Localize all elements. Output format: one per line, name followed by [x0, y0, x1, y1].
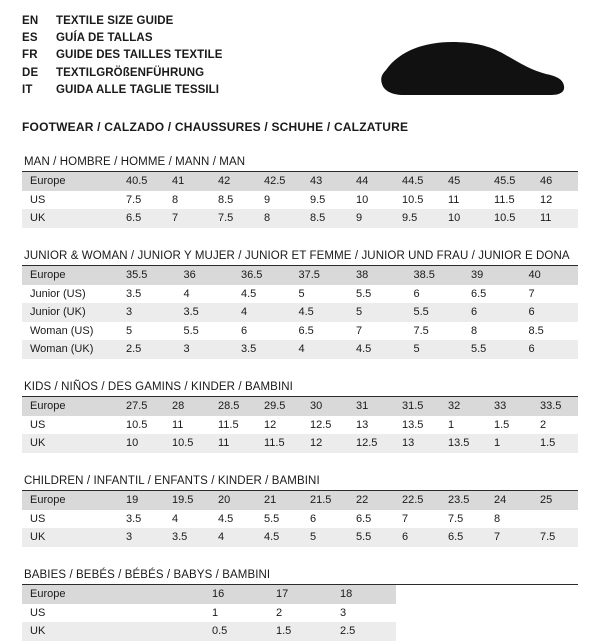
size-cell: 8.5: [528, 324, 544, 337]
size-cell: 38: [348, 266, 406, 285]
size-cell: 1.5: [532, 434, 578, 453]
size-cell: 3: [118, 303, 176, 322]
table-row: [22, 416, 578, 435]
size-cell: 4.5: [218, 512, 234, 525]
size-cell: 6: [394, 528, 440, 547]
size-block: [22, 569, 578, 641]
size-cell: 41: [164, 172, 210, 191]
size-cell: 6.5: [356, 512, 372, 525]
size-cell: 2.5: [332, 622, 396, 641]
size-cell: 6.5: [471, 287, 487, 300]
size-cell: 8: [256, 209, 302, 228]
size-cell: 2.5: [118, 340, 176, 359]
size-cell: 22.5: [394, 491, 440, 510]
size-cell: 11: [210, 434, 256, 453]
size-cell: 3.5: [126, 512, 142, 525]
size-cell: 6: [241, 324, 248, 337]
size-cell: 5: [348, 303, 406, 322]
size-block: [22, 250, 578, 359]
size-cell: 7.5: [210, 209, 256, 228]
size-cell: 7.5: [126, 193, 142, 206]
table-row: [22, 266, 578, 285]
language-code: ES: [22, 32, 38, 45]
size-cell: 45: [440, 172, 486, 191]
size-cell: 45.5: [486, 172, 532, 191]
size-cell: 5.5: [356, 287, 372, 300]
size-cell: 16: [204, 585, 268, 604]
category-title: FOOTWEAR / CALZADO / CHAUSSURES / SCHUHE / CALZATURE: [22, 120, 409, 134]
size-cell: 23.5: [440, 491, 486, 510]
size-cell: 7: [486, 528, 532, 547]
row-label: UK: [22, 434, 118, 453]
size-blocks: [22, 156, 578, 641]
size-cell: 6.5: [440, 528, 486, 547]
language-code: IT: [22, 83, 33, 96]
size-cell: 3.5: [164, 528, 210, 547]
size-cell: 12: [540, 193, 553, 206]
size-cell: 11: [172, 418, 184, 431]
size-cell: 38.5: [406, 266, 464, 285]
language-title: GUÍA DE TALLAS: [56, 32, 153, 45]
size-cell: 7: [528, 287, 535, 300]
size-cell: 6: [310, 512, 317, 525]
size-cell: [532, 510, 578, 529]
size-cell: 5.5: [463, 340, 521, 359]
size-cell: 17: [268, 585, 332, 604]
language-title-list: [22, 14, 223, 100]
size-cell: 36: [176, 266, 234, 285]
size-cell: 6: [413, 287, 420, 300]
row-label: US: [30, 512, 46, 525]
language-title: GUIDA ALLE TAGLIE TESSILI: [56, 83, 220, 96]
size-cell: 21.5: [302, 491, 348, 510]
size-cell: 30: [302, 397, 348, 416]
size-cell: 4: [233, 303, 291, 322]
size-cell: 8: [471, 324, 478, 337]
size-cell: 6: [463, 303, 521, 322]
size-cell: 6: [521, 303, 579, 322]
size-cell: 5.5: [264, 512, 280, 525]
size-cell: 31.5: [394, 397, 440, 416]
row-label: Europe: [22, 585, 204, 604]
size-cell: 11: [532, 209, 578, 228]
size-cell: 7: [164, 209, 210, 228]
size-cell: 43: [302, 172, 348, 191]
size-cell: 8.5: [218, 193, 234, 206]
spacer-cell: [396, 622, 578, 641]
size-cell: 40: [521, 266, 579, 285]
size-cell: 4.5: [291, 303, 349, 322]
size-cell: 27.5: [118, 397, 164, 416]
dress-shoe-icon: [378, 36, 568, 106]
table-row: [22, 510, 578, 529]
size-cell: 10: [118, 434, 164, 453]
size-cell: 31: [348, 397, 394, 416]
size-cell: 19.5: [164, 491, 210, 510]
language-code: FR: [22, 49, 38, 62]
language-title: TEXTILE SIZE GUIDE: [56, 15, 174, 27]
row-label: UK: [22, 622, 204, 641]
size-cell: 10.5: [126, 418, 148, 431]
size-cell: 3: [340, 606, 347, 619]
size-cell: 20: [210, 491, 256, 510]
row-label: Woman (UK): [22, 340, 118, 359]
size-cell: 3: [118, 528, 164, 547]
size-cell: 10: [440, 209, 486, 228]
size-cell: 3: [176, 340, 234, 359]
size-cell: 22: [348, 491, 394, 510]
size-cell: 5.5: [348, 528, 394, 547]
size-cell: 4: [172, 512, 179, 525]
language-title: TEXTILGRÖßENFÜHRUNG: [56, 66, 205, 79]
size-cell: 10: [356, 193, 369, 206]
size-table: [22, 172, 578, 228]
size-cell: 8: [172, 193, 179, 206]
size-cell: 7.5: [413, 324, 429, 337]
size-cell: 13: [356, 418, 369, 431]
table-row: [22, 340, 578, 359]
size-cell: 11.5: [218, 418, 239, 431]
row-label: US: [30, 606, 46, 619]
row-label: Woman (US): [30, 324, 94, 337]
size-cell: 10.5: [164, 434, 210, 453]
table-row: [22, 434, 578, 453]
language-row: [22, 48, 223, 65]
size-cell: 13: [394, 434, 440, 453]
size-cell: 39: [463, 266, 521, 285]
language-row: [22, 31, 223, 48]
row-label: Europe: [22, 491, 118, 510]
row-label: Europe: [22, 397, 118, 416]
size-cell: 13.5: [440, 434, 486, 453]
size-block-title: CHILDREN / INFANTIL / ENFANTS / KINDER / BAMBINI: [24, 475, 320, 488]
size-cell: 4.5: [241, 287, 257, 300]
size-cell: 5.5: [406, 303, 464, 322]
table-row: [22, 191, 578, 210]
size-cell: 3.5: [126, 287, 142, 300]
language-code: EN: [22, 15, 39, 27]
size-cell: 28: [164, 397, 210, 416]
size-cell: 7.5: [532, 528, 578, 547]
size-block: [22, 381, 578, 453]
language-row: [22, 14, 223, 31]
table-row: [22, 622, 578, 641]
spacer-cell: [396, 585, 578, 604]
size-cell: 3.5: [176, 303, 234, 322]
size-cell: 6.5: [118, 209, 164, 228]
size-cell: 13.5: [402, 418, 424, 431]
spacer-cell: [396, 604, 578, 623]
size-cell: 6.5: [298, 324, 314, 337]
size-cell: 12: [302, 434, 348, 453]
table-row: [22, 285, 578, 304]
size-cell: 7: [356, 324, 363, 337]
size-cell: 10.5: [486, 209, 532, 228]
size-cell: 4: [183, 287, 190, 300]
table-row: [22, 209, 578, 228]
size-cell: 9: [264, 193, 271, 206]
size-cell: 12.5: [348, 434, 394, 453]
size-cell: 5: [126, 324, 133, 337]
size-table: [22, 491, 578, 547]
size-cell: 5: [406, 340, 464, 359]
size-cell: 9: [348, 209, 394, 228]
size-cell: 2: [276, 606, 283, 619]
size-cell: 37.5: [291, 266, 349, 285]
table-row: [22, 585, 578, 604]
size-cell: 4.5: [256, 528, 302, 547]
row-label: US: [30, 193, 46, 206]
size-cell: 5.5: [183, 324, 199, 337]
size-cell: 21: [256, 491, 302, 510]
size-block-title: KIDS / NIÑOS / DES GAMINS / KINDER / BAMBINI: [24, 381, 293, 394]
table-row: [22, 397, 578, 416]
size-block-title: JUNIOR & WOMAN / JUNIOR Y MUJER / JUNIOR ET FEMME / JUNIOR UND FRAU / JUNIOR E DONA: [24, 249, 570, 262]
size-cell: 33.5: [532, 397, 578, 416]
language-title: GUIDE DES TAILLES TEXTILE: [56, 49, 223, 62]
size-cell: 18: [332, 585, 396, 604]
size-cell: 9.5: [394, 209, 440, 228]
table-row: [22, 322, 578, 341]
size-cell: 28.5: [210, 397, 256, 416]
row-label: Europe: [22, 266, 118, 285]
row-label: US: [30, 418, 46, 431]
language-code: DE: [22, 66, 39, 79]
row-label: Junior (UK): [22, 303, 118, 322]
size-cell: 46: [532, 172, 578, 191]
language-row: [22, 83, 223, 100]
row-label: UK: [22, 209, 118, 228]
document-header: [22, 14, 578, 106]
size-cell: 1: [212, 606, 219, 619]
size-cell: 3.5: [233, 340, 291, 359]
size-cell: 44: [348, 172, 394, 191]
table-row: [22, 491, 578, 510]
size-cell: 12: [264, 418, 277, 431]
size-block: [22, 475, 578, 547]
row-label: UK: [22, 528, 118, 547]
language-row: [22, 66, 223, 83]
size-cell: 9.5: [310, 193, 326, 206]
size-block-title: BABIES / BEBÉS / BÉBÉS / BABYS / BAMBINI: [24, 568, 271, 581]
size-cell: 11: [448, 193, 460, 206]
size-cell: 5: [298, 287, 305, 300]
size-cell: 8.5: [302, 209, 348, 228]
size-cell: 8: [494, 512, 501, 525]
size-cell: 29.5: [256, 397, 302, 416]
size-cell: 1.5: [268, 622, 332, 641]
size-cell: 4: [210, 528, 256, 547]
row-label: Europe: [22, 172, 118, 191]
row-label: Junior (US): [30, 287, 86, 300]
table-row: [22, 604, 578, 623]
size-table: [22, 397, 578, 453]
size-block-title: MAN / HOMBRE / HOMME / MANN / MAN: [24, 156, 246, 168]
size-block: [22, 156, 578, 228]
size-cell: 44.5: [394, 172, 440, 191]
size-cell: 24: [486, 491, 532, 510]
size-table: [22, 266, 578, 359]
size-cell: 6: [521, 340, 579, 359]
size-cell: 35.5: [118, 266, 176, 285]
size-cell: 0.5: [204, 622, 268, 641]
size-cell: 1.5: [494, 418, 510, 431]
table-row: [22, 172, 578, 191]
size-cell: 5: [302, 528, 348, 547]
size-cell: 19: [118, 491, 164, 510]
size-cell: 42.5: [256, 172, 302, 191]
size-cell: 11.5: [256, 434, 302, 453]
size-cell: 7: [402, 512, 409, 525]
size-cell: 32: [440, 397, 486, 416]
size-cell: 1: [486, 434, 532, 453]
size-cell: 25: [532, 491, 578, 510]
size-cell: 1: [448, 418, 455, 431]
size-cell: 4.5: [348, 340, 406, 359]
table-row: [22, 528, 578, 547]
size-cell: 12.5: [310, 418, 332, 431]
size-cell: 4: [291, 340, 349, 359]
size-cell: 2: [540, 418, 547, 431]
size-cell: 42: [210, 172, 256, 191]
size-cell: 40.5: [118, 172, 164, 191]
size-cell: 10.5: [402, 193, 424, 206]
size-cell: 7.5: [448, 512, 464, 525]
size-cell: 11.5: [494, 193, 515, 206]
size-cell: 33: [486, 397, 532, 416]
size-cell: 36.5: [233, 266, 291, 285]
table-row: [22, 303, 578, 322]
size-table: [22, 585, 578, 641]
